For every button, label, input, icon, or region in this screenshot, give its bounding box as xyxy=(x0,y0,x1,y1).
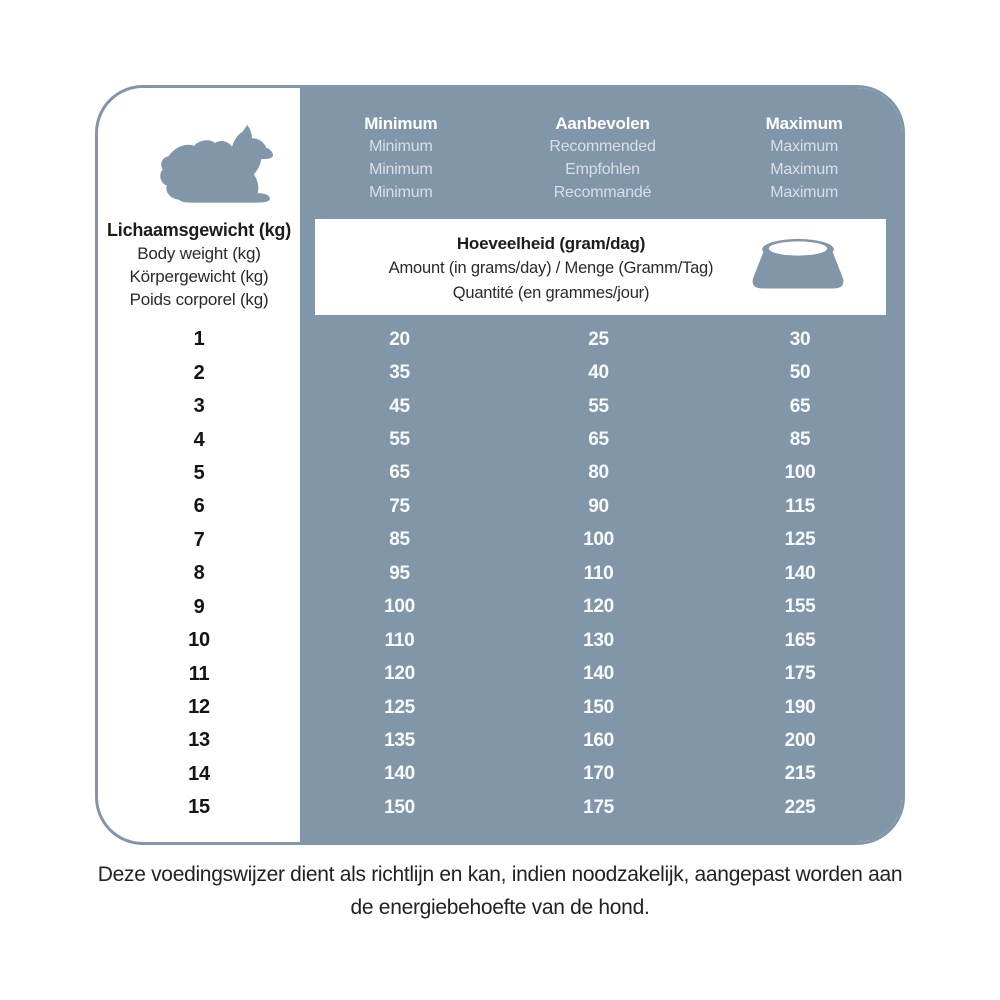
weight-cell: 14 xyxy=(188,762,210,785)
table-row xyxy=(98,356,902,389)
amount-cell: 160 xyxy=(583,729,614,751)
minimum-label-de: Minimum xyxy=(369,161,433,178)
amount-cell: 225 xyxy=(784,796,816,818)
amount-cell: 30 xyxy=(789,328,811,350)
amount-cell: 130 xyxy=(583,629,614,651)
column-headers xyxy=(300,112,905,204)
feeding-guide-card xyxy=(95,85,905,845)
amount-cell: 100 xyxy=(784,462,816,484)
amount-cell: 65 xyxy=(389,462,410,484)
table-row xyxy=(98,691,902,724)
maximum-label-fr: Maximum xyxy=(770,184,839,201)
maximum-label-nl: Maximum xyxy=(765,114,843,133)
amount-cell: 20 xyxy=(389,328,410,350)
amount-cell: 140 xyxy=(784,562,816,584)
amount-band-text xyxy=(315,231,787,306)
amount-cell: 110 xyxy=(583,562,614,584)
table-row xyxy=(98,390,902,423)
amount-cell: 85 xyxy=(789,429,811,451)
table-row xyxy=(98,791,902,824)
food-bowl-icon xyxy=(748,234,848,298)
column-header-maximum xyxy=(703,112,905,204)
table-row xyxy=(98,557,902,590)
amount-cell: 35 xyxy=(389,362,410,384)
amount-cell: 115 xyxy=(785,495,815,517)
table-row xyxy=(98,524,902,557)
amount-label-en-de: Amount (in grams/day) / Menge (Gramm/Tag) xyxy=(388,259,714,277)
table-row xyxy=(98,657,902,690)
footer-note xyxy=(0,858,1000,924)
amount-cell: 100 xyxy=(583,529,614,551)
recommended-label-en: Recommended xyxy=(549,138,656,155)
weight-cell: 3 xyxy=(193,395,205,418)
amount-cell: 190 xyxy=(784,696,816,718)
weight-cell: 8 xyxy=(193,562,205,585)
amount-label-nl: Hoeveelheid (gram/dag) xyxy=(456,234,646,253)
amount-cell: 75 xyxy=(389,495,410,517)
amount-cell: 65 xyxy=(789,395,811,417)
table-row xyxy=(98,490,902,523)
feeding-table-body xyxy=(98,323,902,825)
amount-cell: 125 xyxy=(784,529,816,551)
table-row xyxy=(98,758,902,791)
table-row xyxy=(98,624,902,657)
amount-cell: 155 xyxy=(784,596,816,618)
amount-cell: 95 xyxy=(389,562,410,584)
minimum-label-en: Minimum xyxy=(369,138,433,155)
body-weight-header xyxy=(98,219,300,311)
amount-cell: 55 xyxy=(389,429,410,451)
minimum-label-fr: Minimum xyxy=(369,184,433,201)
amount-cell: 175 xyxy=(583,796,614,818)
amount-label-fr: Quantité (en grammes/jour) xyxy=(452,284,650,302)
weight-cell: 1 xyxy=(193,328,205,351)
maximum-label-en: Maximum xyxy=(770,138,839,155)
weight-cell: 6 xyxy=(193,495,205,518)
amount-cell: 40 xyxy=(588,362,609,384)
amount-cell: 170 xyxy=(583,763,614,785)
body-weight-label-nl: Lichaamsgewicht (kg) xyxy=(106,220,292,240)
weight-cell: 15 xyxy=(188,796,210,819)
weight-cell: 13 xyxy=(188,729,210,752)
weight-cell: 10 xyxy=(188,629,210,652)
table-row xyxy=(98,724,902,757)
footer-note-text: Deze voedingswijzer dient als richtlijn en kan, indien noodzakelijk, aangepast worden aan de energiebehoefte van de hond. xyxy=(97,863,903,919)
amount-cell: 50 xyxy=(789,362,811,384)
amount-cell: 140 xyxy=(384,763,415,785)
amount-cell: 125 xyxy=(384,696,415,718)
amount-cell: 150 xyxy=(583,696,614,718)
weight-cell: 11 xyxy=(188,662,210,685)
amount-cell: 55 xyxy=(588,395,609,417)
amount-cell: 215 xyxy=(784,763,816,785)
minimum-label-nl: Minimum xyxy=(364,114,438,133)
amount-band xyxy=(315,219,886,315)
dog-icon xyxy=(146,124,284,214)
amount-cell: 90 xyxy=(588,495,609,517)
amount-cell: 140 xyxy=(583,663,614,685)
amount-cell: 150 xyxy=(384,796,415,818)
weight-cell: 12 xyxy=(188,696,210,719)
column-header-minimum xyxy=(300,112,502,204)
table-row xyxy=(98,323,902,356)
amount-cell: 120 xyxy=(384,663,415,685)
amount-cell: 135 xyxy=(384,729,415,751)
weight-cell: 7 xyxy=(193,528,205,551)
body-weight-label-fr: Poids corporel (kg) xyxy=(129,290,269,309)
recommended-label-fr: Recommandé xyxy=(553,184,652,201)
amount-cell: 45 xyxy=(389,395,410,417)
table-row xyxy=(98,591,902,624)
table-row xyxy=(98,423,902,456)
amount-cell: 165 xyxy=(784,629,816,651)
body-weight-label-de: Körpergewicht (kg) xyxy=(129,267,269,286)
amount-cell: 120 xyxy=(583,596,614,618)
table-row xyxy=(98,457,902,490)
weight-cell: 5 xyxy=(193,461,205,484)
amount-cell: 175 xyxy=(784,663,816,685)
amount-cell: 85 xyxy=(389,529,410,551)
maximum-label-de: Maximum xyxy=(770,161,839,178)
weight-cell: 9 xyxy=(193,595,205,618)
weight-cell: 4 xyxy=(193,428,205,451)
column-header-recommended xyxy=(502,112,704,204)
weight-cell: 2 xyxy=(193,361,205,384)
amount-cell: 100 xyxy=(384,596,415,618)
amount-cell: 80 xyxy=(588,462,609,484)
amount-cell: 200 xyxy=(784,729,816,751)
amount-cell: 25 xyxy=(588,328,609,350)
recommended-label-nl: Aanbevolen xyxy=(555,114,650,133)
body-weight-label-en: Body weight (kg) xyxy=(137,244,261,263)
recommended-label-de: Empfohlen xyxy=(565,161,640,178)
amount-cell: 65 xyxy=(588,429,609,451)
amount-cell: 110 xyxy=(384,629,415,651)
